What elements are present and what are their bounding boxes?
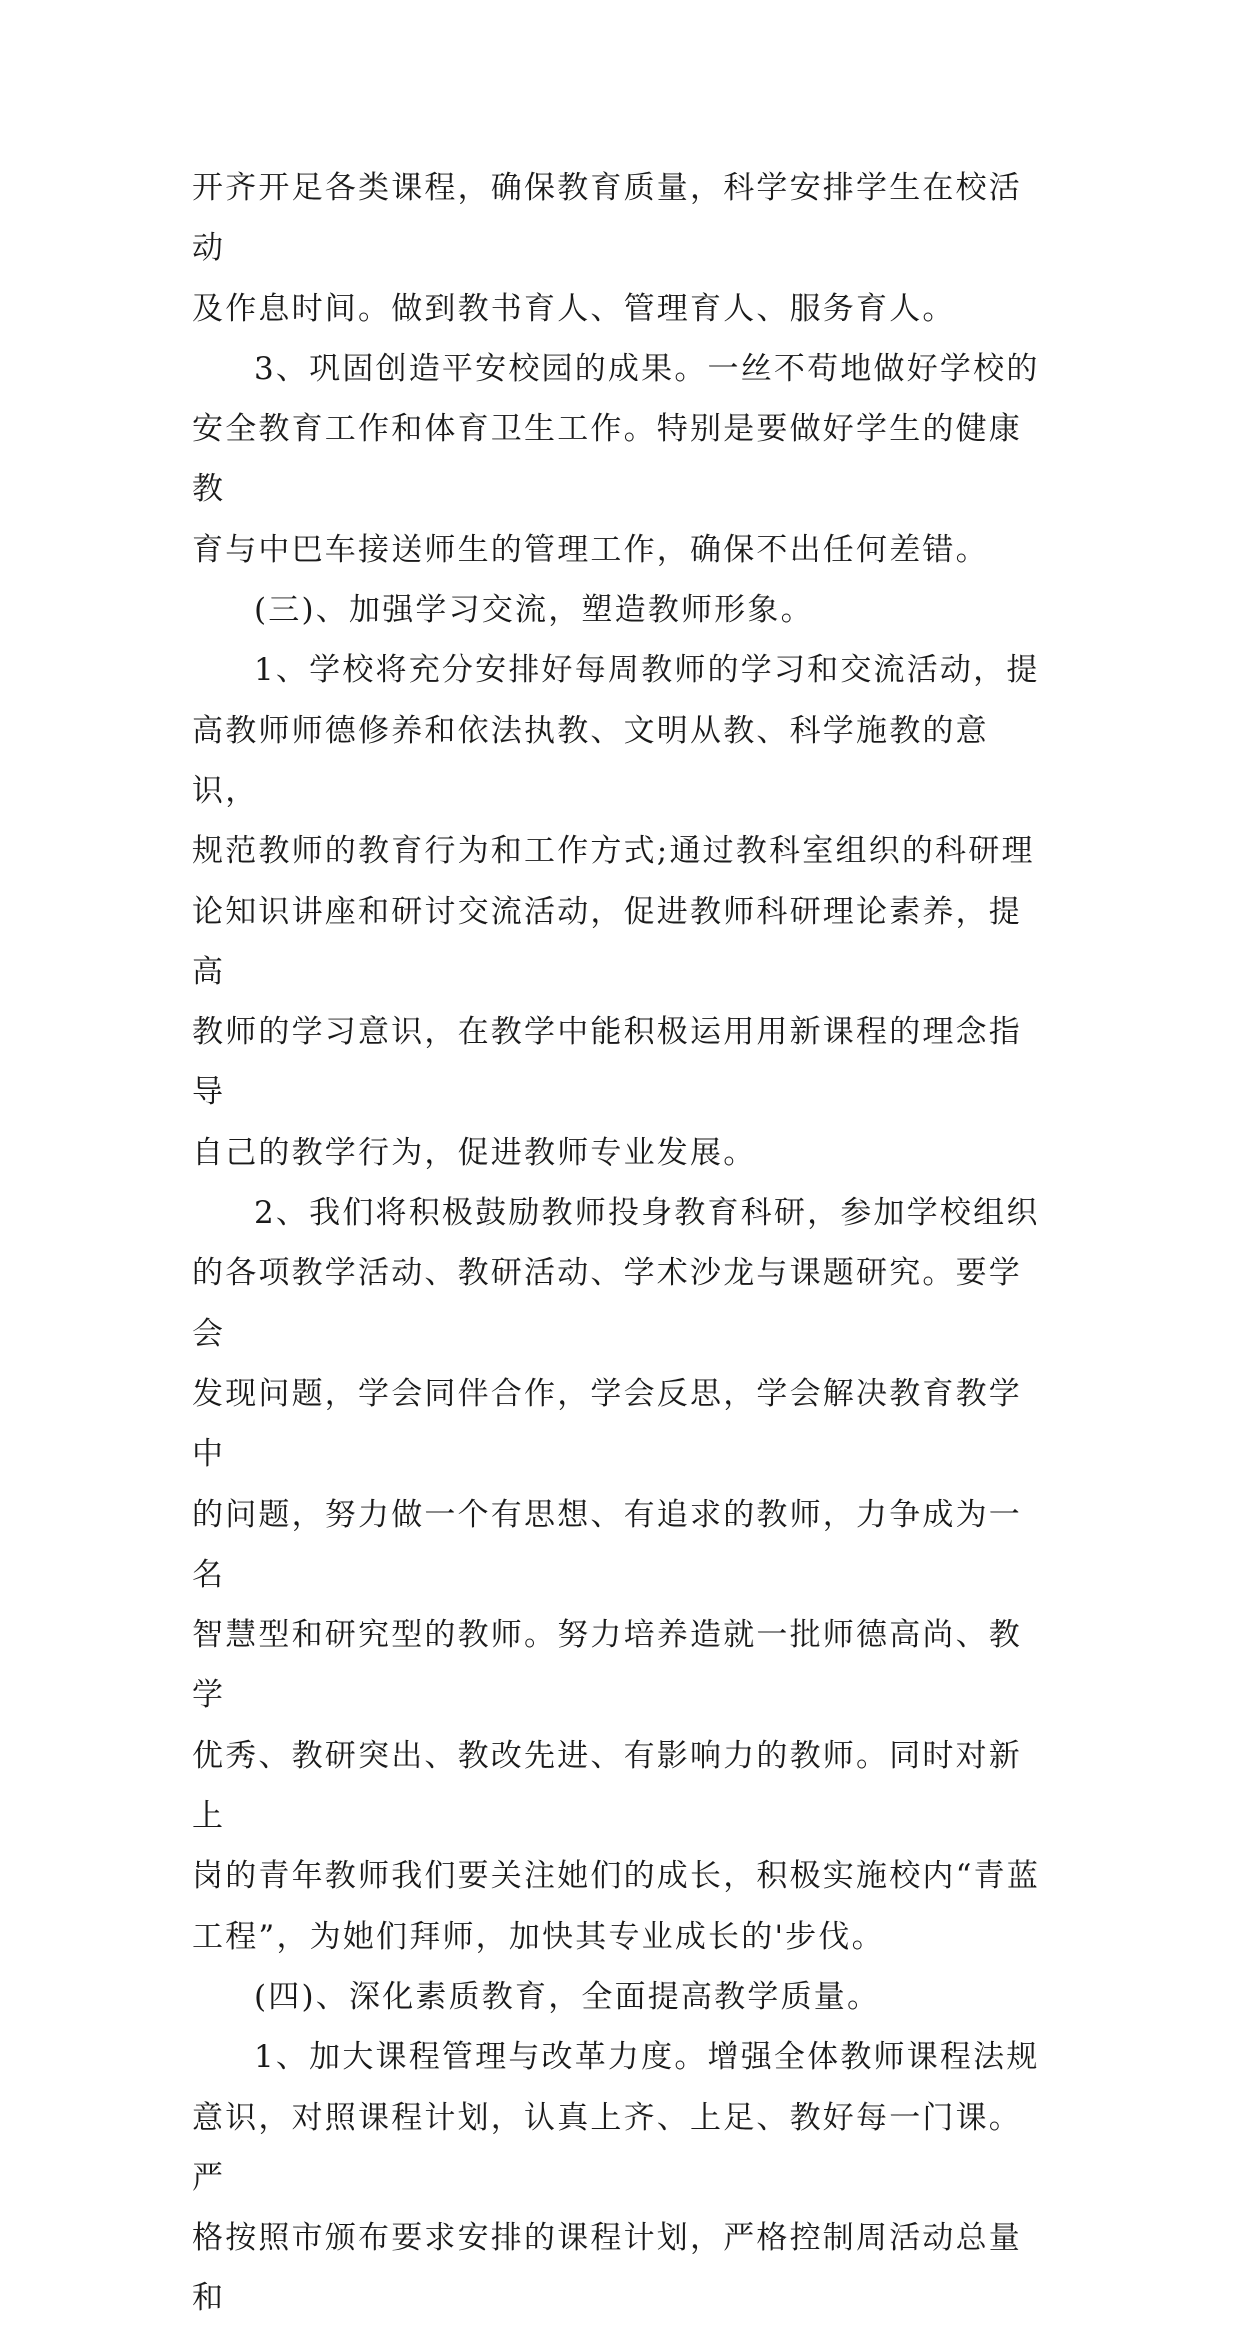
- text-line: 开齐开足各类课程，确保教育质量，科学安排学生在校活动: [192, 170, 1022, 267]
- text-line: 发现问题，学会同伴合作，学会反思，学会解决教育教学中: [192, 1375, 1022, 1473]
- text-line: 安全教育工作和体育卫生工作。特别是要做好学生的健康教: [192, 411, 1022, 508]
- text-line: 的问题，努力做一个有思想、有追求的教师，力争成为一名: [192, 1496, 1022, 1593]
- text-line: 育与中巴车接送师生的管理工作，确保不出任何差错。: [192, 531, 989, 568]
- text-line: 的各项教学活动、教研活动、学术沙龙与课题研究。要学会: [192, 1255, 1022, 1352]
- text-line: 1、学校将充分安排好每周教师的学习和交流活动，提: [254, 652, 1040, 689]
- text-line: 2、我们将积极鼓励教师投身教育科研，参加学校组织: [254, 1195, 1040, 1232]
- text-line: 工程”，为她们拜师，加快其专业成长的'步伐。: [192, 1918, 885, 1955]
- text-line: 教师的学习意识，在教学中能积极运用用新课程的理念指导: [192, 1014, 1022, 1111]
- text-line: 高教师师德修养和依法执教、文明从教、科学施教的意识，: [192, 712, 989, 809]
- text-line: 及作息时间。做到教书育人、管理育人、服务育人。: [192, 290, 956, 327]
- text-line: 论知识讲座和研讨交流活动，促进教师科研理论素养，提高: [192, 893, 1022, 990]
- text-line: 优秀、教研突出、教改先进、有影响力的教师。同时对新上: [192, 1737, 1022, 1835]
- section-heading: (三)、加强学习交流，塑造教师形象。: [254, 592, 814, 629]
- text-line: 岗的青年教师我们要关注她们的成长，积极实施校内“青蓝: [192, 1858, 1041, 1895]
- document-body: [192, 158, 1054, 2329]
- text-line: 3、巩固创造平安校园的成果。一丝不苟地做好学校的: [254, 350, 1040, 387]
- text-line: 格按照市颁布要求安排的课程计划，严格控制周活动总量和: [192, 2220, 1022, 2317]
- text-line: 规范教师的教育行为和工作方式;通过教科室组织的科研理: [192, 833, 1035, 870]
- text-line: 意识，对照课程计划，认真上齐、上足、教好每一门课。严: [192, 2099, 1022, 2196]
- text-line: 智慧型和研究型的教师。努力培养造就一批师德高尚、教学: [192, 1617, 1022, 1714]
- text-line: 自己的教学行为，促进教师专业发展。: [192, 1134, 757, 1171]
- section-heading: (四)、深化素质教育，全面提高教学质量。: [254, 1978, 881, 2015]
- text-line: 1、加大课程管理与改革力度。增强全体教师课程法规: [254, 2039, 1040, 2076]
